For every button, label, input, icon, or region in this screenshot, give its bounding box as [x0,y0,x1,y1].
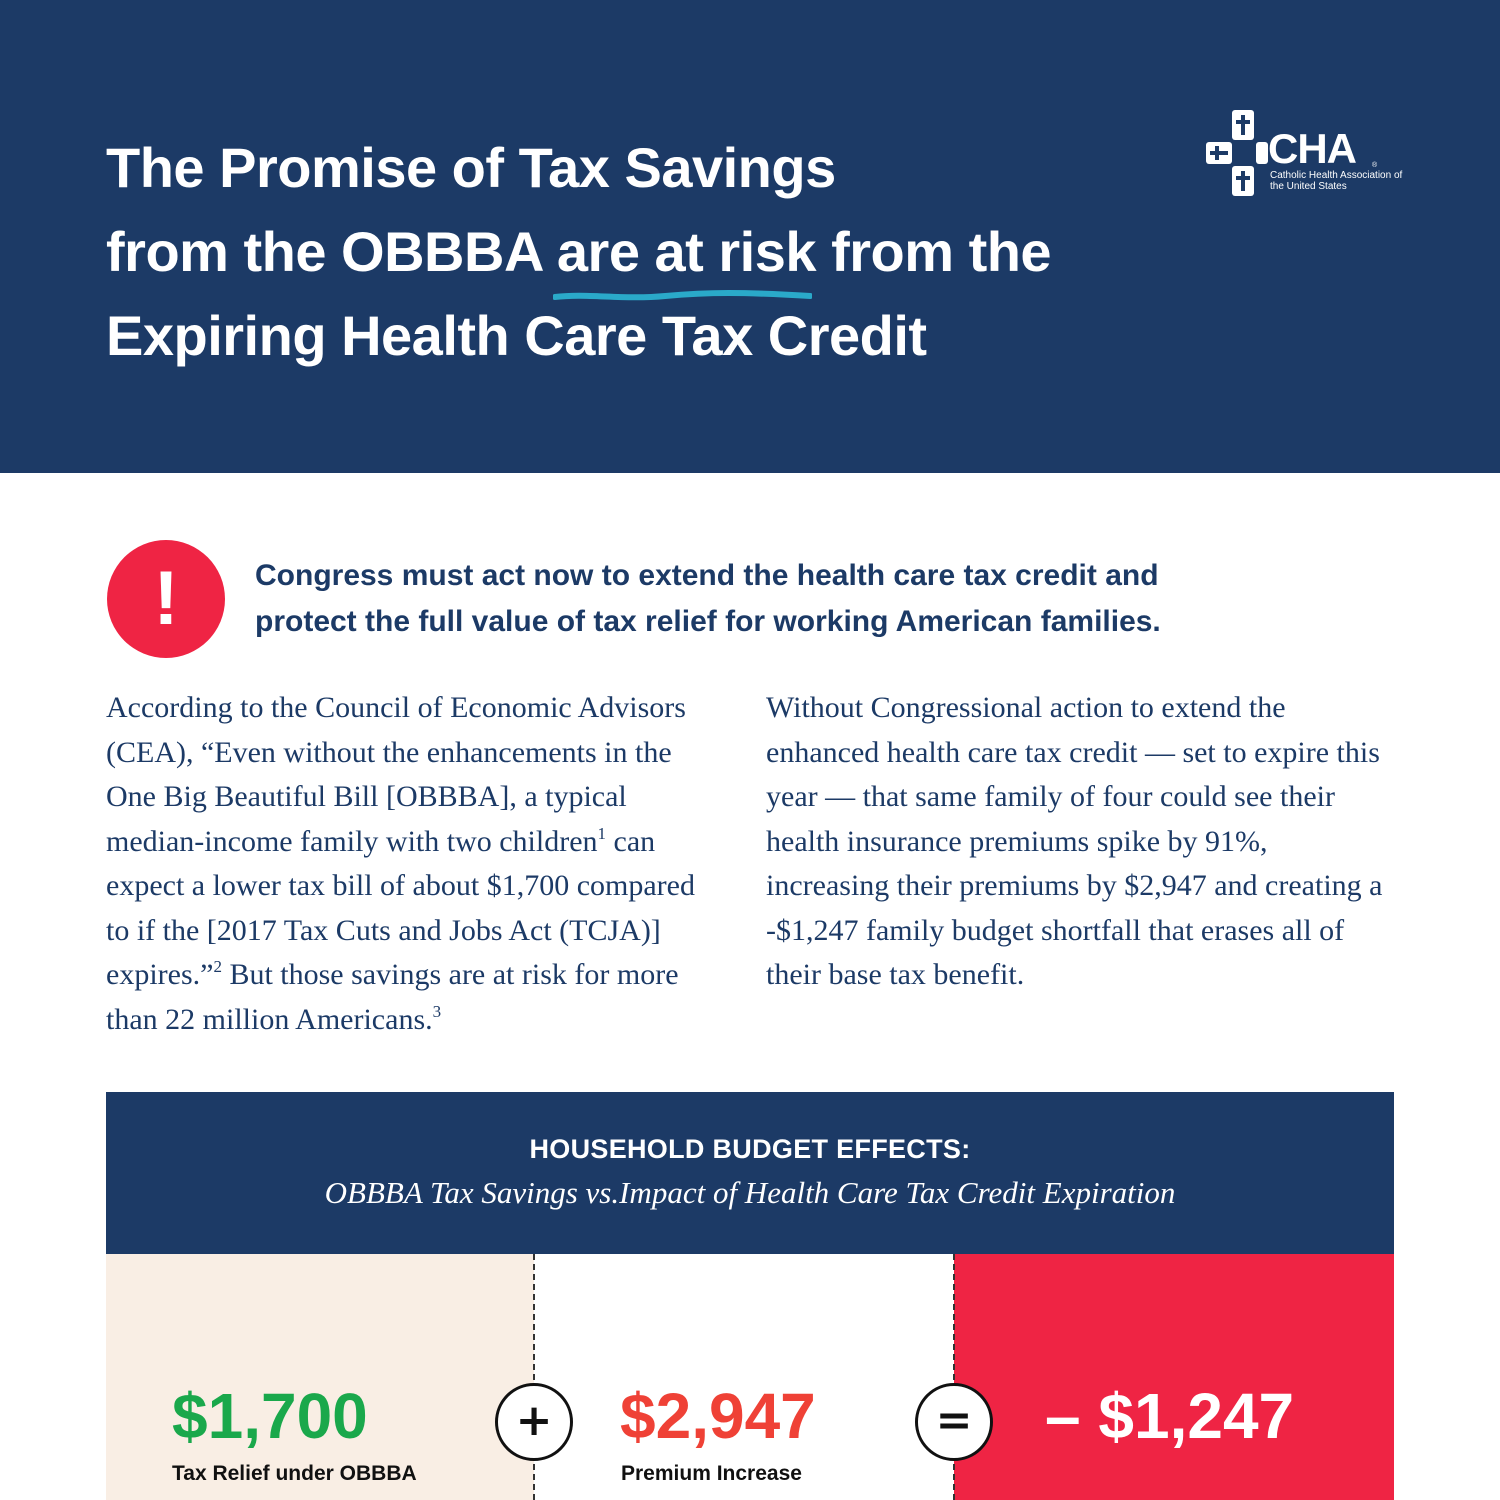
cha-logo [1206,110,1406,200]
left-text-2: can expect a lower tax bill of about $1,700 compared to if the [2017 Tax Cuts and Jobs Act (TCJA)] expires.” [106,824,695,991]
title-line-2 [106,210,1146,294]
left-text-3: But those savings are at risk for more than 22 million Americans. [106,958,679,1036]
title-highlight [557,210,816,294]
dashed-divider-1 [533,1254,535,1500]
right-paragraph: Without Congressional action to extend the enhanced health care tax credit — set to expire this year — that same family of four could see their health insurance premiums spike by 91%, increasing their premiums by $2,947 and creating a -$1,247 family budget shortfall that erases all of their base tax benefit. [766,691,1383,991]
underline-squiggle [553,288,812,302]
budget-header [106,1092,1394,1254]
body-column-left [106,686,721,1042]
logo-wordmark: CHA [1268,125,1356,172]
budget-subtitle: OBBBA Tax Savings vs.Impact of Health Care Tax Credit Expiration [324,1175,1176,1210]
header-banner [0,0,1500,473]
logo-tagline: Catholic Health Association of the United States [1270,170,1403,192]
title-line-3: Expiring Health Care Tax Credit [106,304,927,367]
body-column-right [766,686,1396,998]
net-result-panel [954,1254,1394,1500]
dashed-divider-2 [953,1254,955,1500]
left-paragraph [106,686,721,1042]
tax-relief-amount: $1,700 [172,1380,368,1452]
footnote-ref-1[interactable]: 1 [597,823,607,843]
left-text-1: According to the Council of Economic Advisors (CEA), “Even without the enhancements in the One Big Beautiful Bill [OBBBA], a typical median-income family with two children [106,691,686,858]
title-line-2-post: from the [816,220,1052,283]
exclamation-icon: ! [107,540,225,658]
logo-registered-mark: ® [1372,162,1378,169]
page-title [106,126,1146,378]
call-to-action: Congress must act now to extend the health care tax credit and protect the full value of tax relief for working American families. [255,559,1161,638]
budget-title: HOUSEHOLD BUDGET EFFECTS: [529,1134,971,1164]
premium-increase-label: Premium Increase [621,1462,802,1485]
title-line-2-pre: from the OBBBA [106,220,557,283]
premium-increase-amount: $2,947 [620,1380,816,1452]
cross-logo-icon [1206,110,1268,200]
title-highlight-text: are at risk [556,220,817,283]
net-result-amount: – $1,247 [1045,1380,1295,1452]
tax-relief-label: Tax Relief under OBBBA [172,1462,417,1485]
plus-icon: + [495,1383,573,1461]
equals-icon: = [915,1383,993,1461]
footnote-ref-3[interactable]: 3 [432,1001,442,1021]
title-line-1: The Promise of Tax Savings [106,136,836,199]
footnote-ref-2[interactable]: 2 [213,957,222,976]
